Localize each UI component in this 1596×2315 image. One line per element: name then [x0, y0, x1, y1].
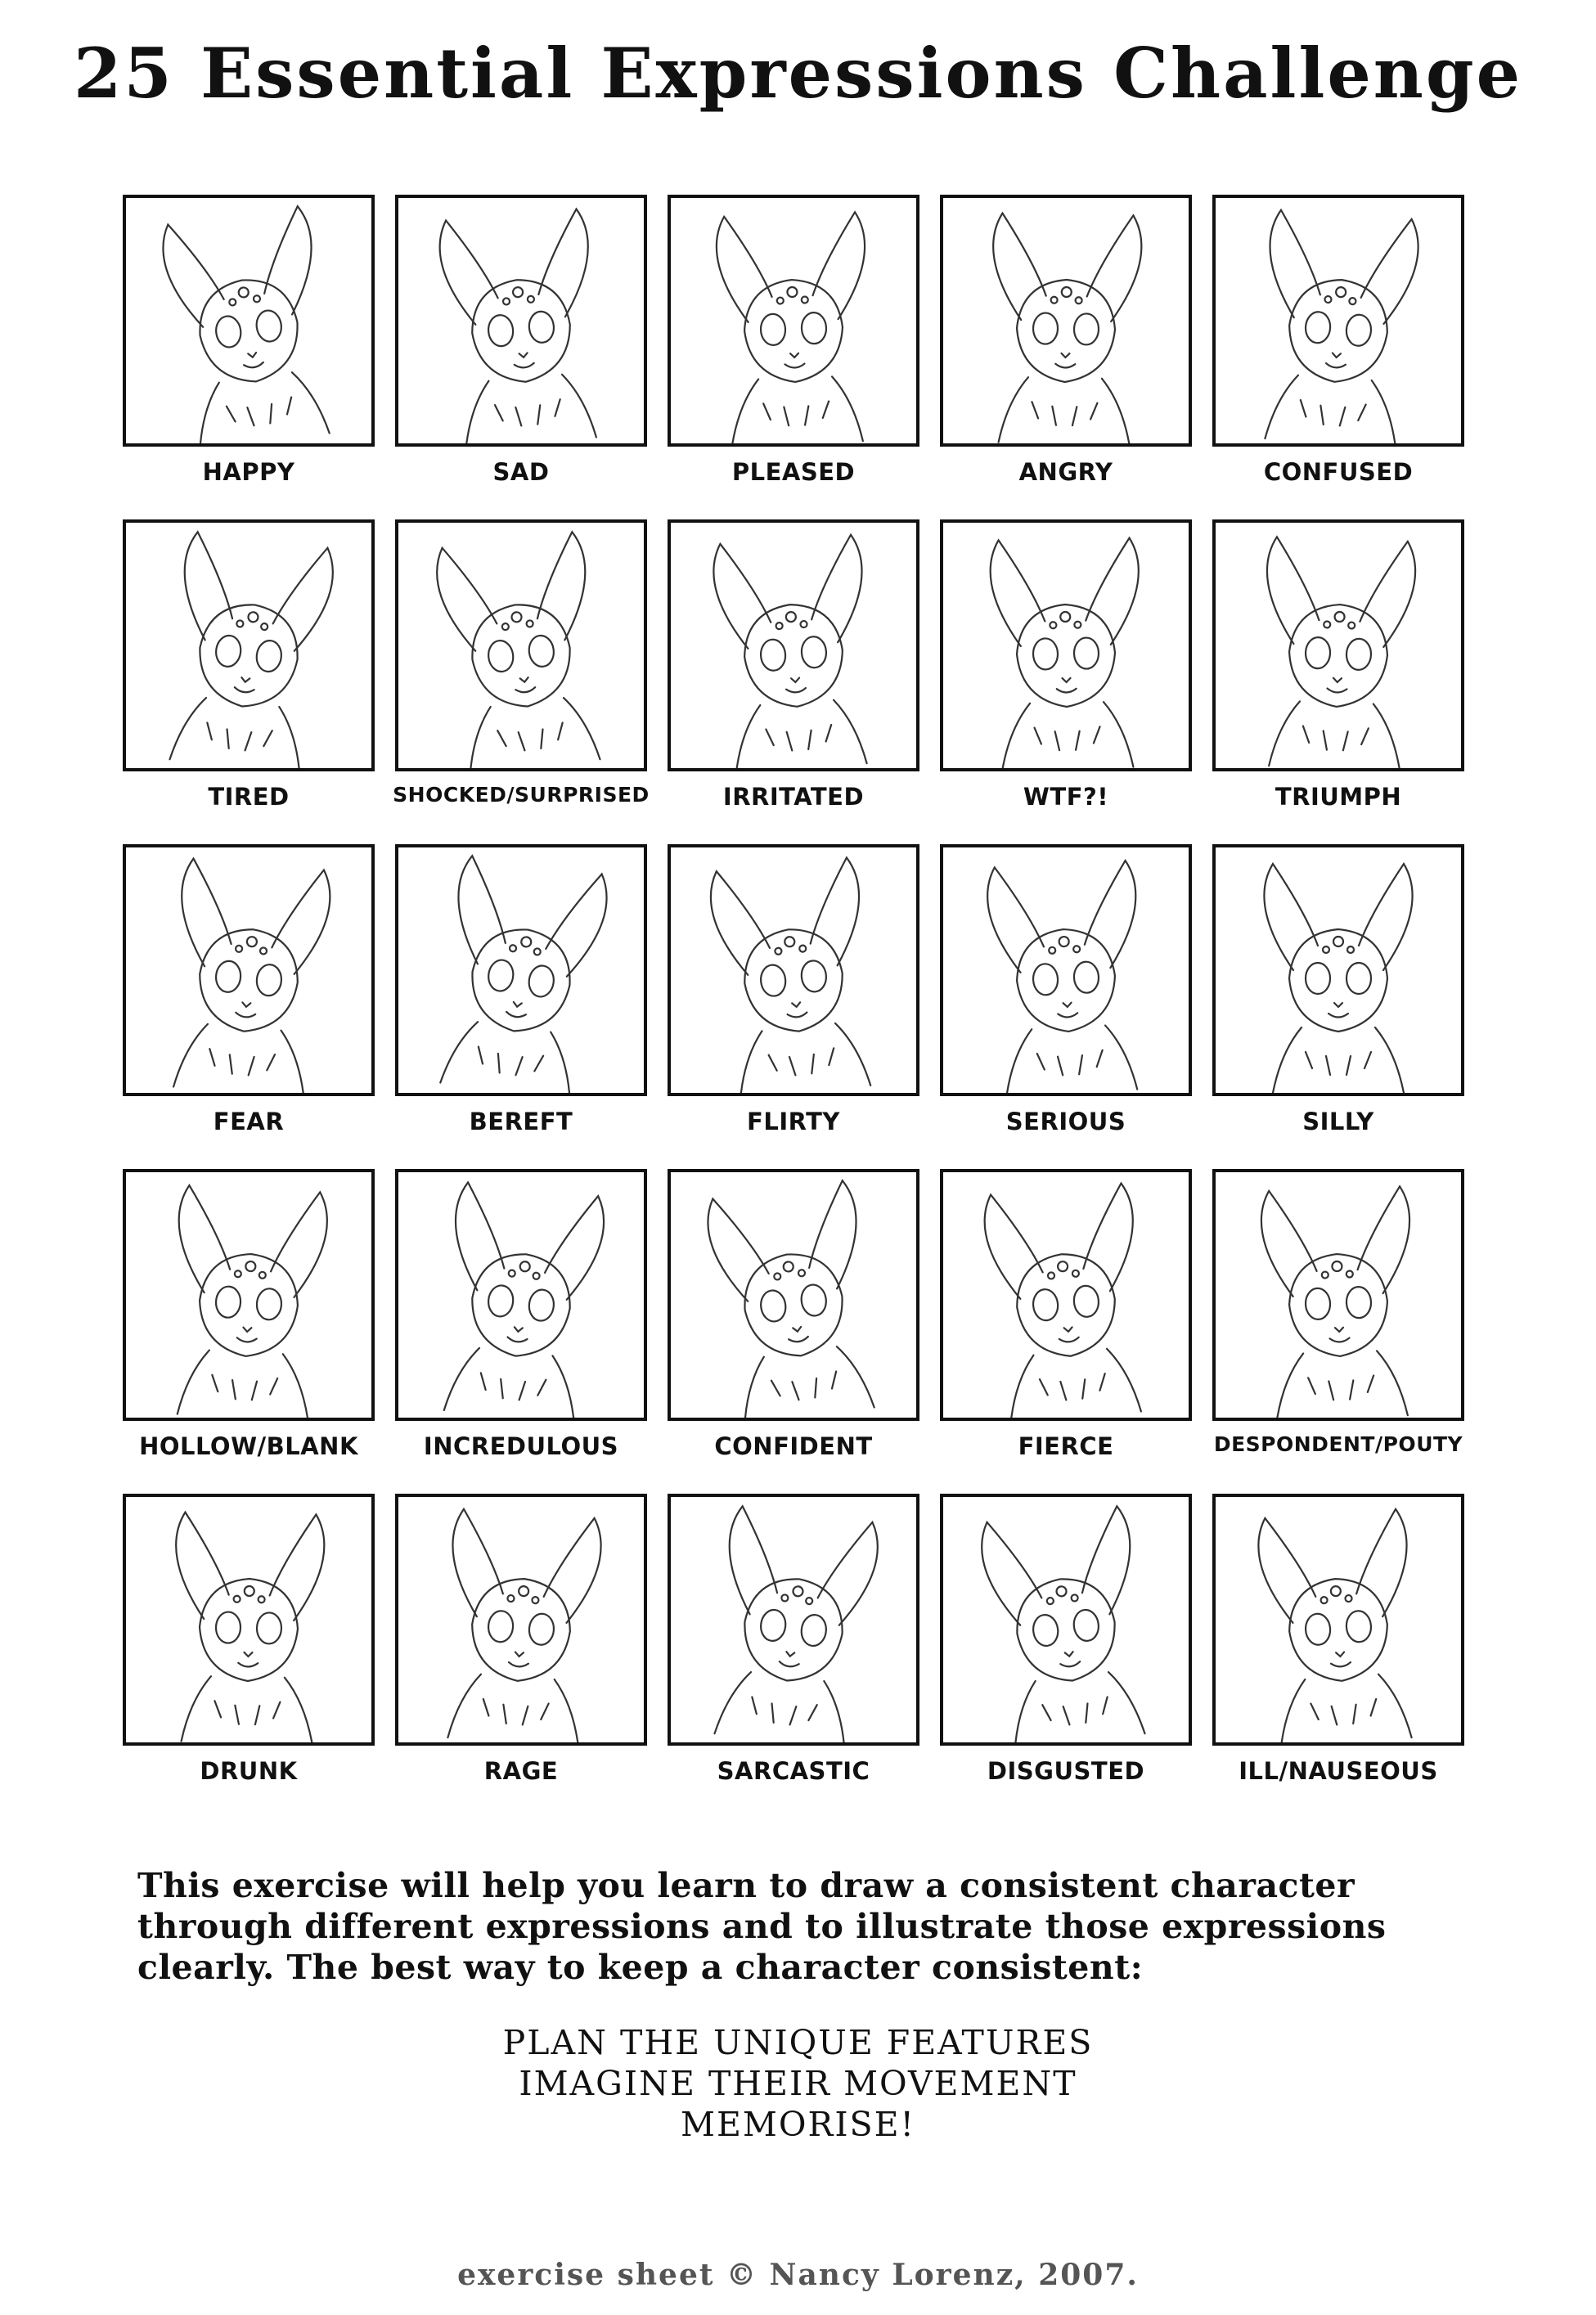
creature-face-sketch [398, 1497, 644, 1742]
expression-label: BEREFT [469, 1108, 573, 1135]
expression-panel [668, 1169, 919, 1421]
expression-panel [668, 195, 919, 447]
step-memorise: MEMORISE! [680, 2105, 916, 2144]
step-plan: PLAN THE UNIQUE FEATURES [502, 2023, 1094, 2062]
creature-face-sketch [126, 198, 371, 443]
creature-face-sketch [943, 198, 1189, 443]
expression-label: ILL/NAUSEOUS [1239, 1757, 1438, 1785]
expression-label: SAD [492, 458, 550, 486]
creature-face-sketch [671, 1497, 916, 1742]
expression-panel [123, 844, 375, 1096]
creature-face-sketch [398, 523, 644, 768]
expression-panel [123, 195, 375, 447]
creature-face-sketch [398, 1172, 644, 1418]
creature-face-sketch [1216, 1172, 1461, 1418]
expression-label: SERIOUS [1005, 1108, 1126, 1135]
expression-panel [395, 1169, 647, 1421]
expression-label: DESPONDENT/POUTY [1213, 1432, 1463, 1456]
creature-face-sketch [1216, 198, 1461, 443]
expression-label: HAPPY [202, 458, 295, 486]
expression-panel [940, 844, 1192, 1096]
creature-face-sketch [398, 847, 644, 1093]
expression-panel [1212, 844, 1464, 1096]
expression-panel [123, 1169, 375, 1421]
creature-face-sketch [943, 1172, 1189, 1418]
expression-label: FLIRTY [747, 1108, 840, 1135]
expression-panel [1212, 1169, 1464, 1421]
expression-panel [1212, 195, 1464, 447]
expression-panel [1212, 1494, 1464, 1746]
expression-panel [668, 844, 919, 1096]
creature-face-sketch [943, 523, 1189, 768]
creature-face-sketch [671, 847, 916, 1093]
creature-face-sketch [126, 523, 371, 768]
creature-face-sketch [126, 847, 371, 1093]
creature-face-sketch [1216, 847, 1461, 1093]
expression-label: CONFIDENT [714, 1432, 873, 1460]
expression-panel [668, 519, 919, 771]
creature-face-sketch [943, 1497, 1189, 1742]
expression-label: TIRED [208, 783, 290, 811]
page-title: 25 Essential Expressions Challenge [73, 33, 1523, 114]
expression-panel [395, 1494, 647, 1746]
steps-list [0, 2022, 1596, 2145]
expression-panel [395, 844, 647, 1096]
expression-panel [940, 1169, 1192, 1421]
step-imagine: IMAGINE THEIR MOVEMENT [519, 2064, 1077, 2103]
expression-panel [395, 519, 647, 771]
expression-label: RAGE [483, 1757, 559, 1785]
expression-panel [1212, 519, 1464, 771]
creature-face-sketch [671, 198, 916, 443]
expression-label: TRIUMPH [1275, 783, 1402, 811]
expression-panel [123, 519, 375, 771]
expression-label: CONFUSED [1263, 458, 1414, 486]
copyright-credit: exercise sheet © Nancy Lorenz, 2007. [457, 2258, 1139, 2292]
expression-panel [940, 1494, 1192, 1746]
expression-panel [940, 519, 1192, 771]
intro-paragraph: This exercise will help you learn to draw a consistent character through different expressions and to illustrate those expressions clearly. The best way to keep a character consistent: [137, 1866, 1387, 1987]
expression-label: PLEASED [731, 458, 856, 486]
expression-label: FIERCE [1018, 1432, 1114, 1460]
creature-face-sketch [943, 847, 1189, 1093]
creature-face-sketch [126, 1172, 371, 1418]
expression-panel [395, 195, 647, 447]
expression-label: IRRITATED [722, 783, 865, 811]
expression-panel [123, 1494, 375, 1746]
expression-panel [940, 195, 1192, 447]
creature-face-sketch [671, 523, 916, 768]
creature-face-sketch [1216, 523, 1461, 768]
expression-label: FEAR [213, 1108, 285, 1135]
expression-label: SHOCKED/SURPRISED [393, 783, 650, 807]
creature-face-sketch [1216, 1497, 1461, 1742]
creature-face-sketch [671, 1172, 916, 1418]
expression-label: INCREDULOUS [423, 1432, 619, 1460]
expression-panel [668, 1494, 919, 1746]
expression-label: HOLLOW/BLANK [139, 1432, 358, 1460]
expression-label: ANGRY [1018, 458, 1113, 486]
expression-label: DRUNK [200, 1757, 298, 1785]
expression-label: SILLY [1302, 1108, 1374, 1135]
expression-label: WTF?! [1023, 783, 1109, 811]
expression-label: SARCASTIC [717, 1757, 870, 1785]
creature-face-sketch [398, 198, 644, 443]
creature-face-sketch [126, 1497, 371, 1742]
expression-label: DISGUSTED [987, 1757, 1145, 1785]
